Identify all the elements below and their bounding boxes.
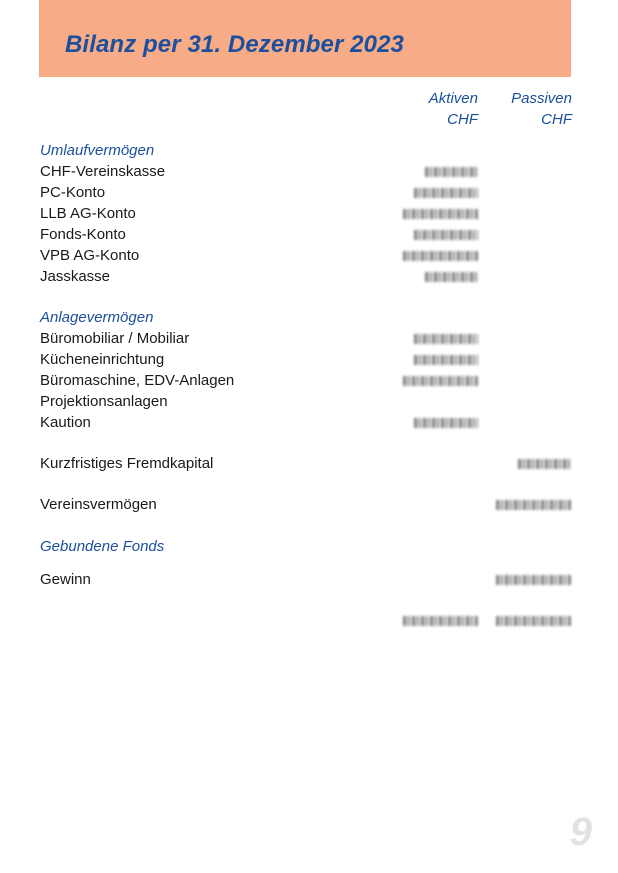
line-item: Kücheneinrichtung: [40, 351, 165, 368]
redacted-amount: [414, 355, 478, 365]
line-item-fremdkapital: Kurzfristiges Fremdkapital: [40, 455, 214, 472]
title-banner: [39, 0, 571, 77]
section-anlagevermoegen: Anlagevermögen: [40, 309, 154, 326]
column-header-passiven: [490, 88, 572, 130]
redacted-amount: [414, 188, 478, 198]
aktiven-label: Aktiven: [428, 90, 478, 107]
redacted-amount: [403, 251, 478, 261]
line-item: Jasskasse: [40, 268, 111, 285]
line-item: CHF-Vereinskasse: [40, 163, 166, 180]
redacted-amount: [496, 500, 571, 510]
section-gebundene-fonds: Gebundene Fonds: [40, 538, 165, 555]
passiven-currency: CHF: [541, 111, 572, 128]
line-item: Fonds-Konto: [40, 226, 126, 243]
redacted-amount: [414, 230, 478, 240]
redacted-amount: [425, 272, 478, 282]
redacted-amount: [403, 209, 478, 219]
redacted-amount: [403, 376, 478, 386]
line-item: PC-Konto: [40, 184, 106, 201]
line-item-gewinn: Gewinn: [40, 571, 91, 588]
redacted-total-passiven: [496, 616, 571, 626]
page-number: 9: [569, 810, 592, 854]
column-header-aktiven: [400, 88, 478, 130]
line-item-vereinsvermoegen: Vereinsvermögen: [40, 496, 157, 513]
redacted-amount: [414, 334, 478, 344]
aktiven-currency: CHF: [447, 111, 478, 128]
line-item: Projektionsanlagen: [40, 393, 168, 410]
line-item: VPB AG-Konto: [40, 247, 140, 264]
redacted-total-aktiven: [403, 616, 478, 626]
redacted-amount: [496, 575, 571, 585]
line-item: Kaution: [40, 414, 91, 431]
line-item: LLB AG-Konto: [40, 205, 136, 222]
redacted-amount: [414, 418, 478, 428]
redacted-amount: [425, 167, 478, 177]
passiven-label: Passiven: [511, 90, 572, 107]
section-umlaufvermoegen: Umlaufvermögen: [40, 142, 155, 159]
line-item: Büromaschine, EDV-Anlagen: [40, 372, 235, 389]
line-item: Büromobiliar / Mobiliar: [40, 330, 190, 347]
page-title: Bilanz per 31. Dezember 2023: [65, 31, 404, 58]
redacted-amount: [518, 459, 571, 469]
